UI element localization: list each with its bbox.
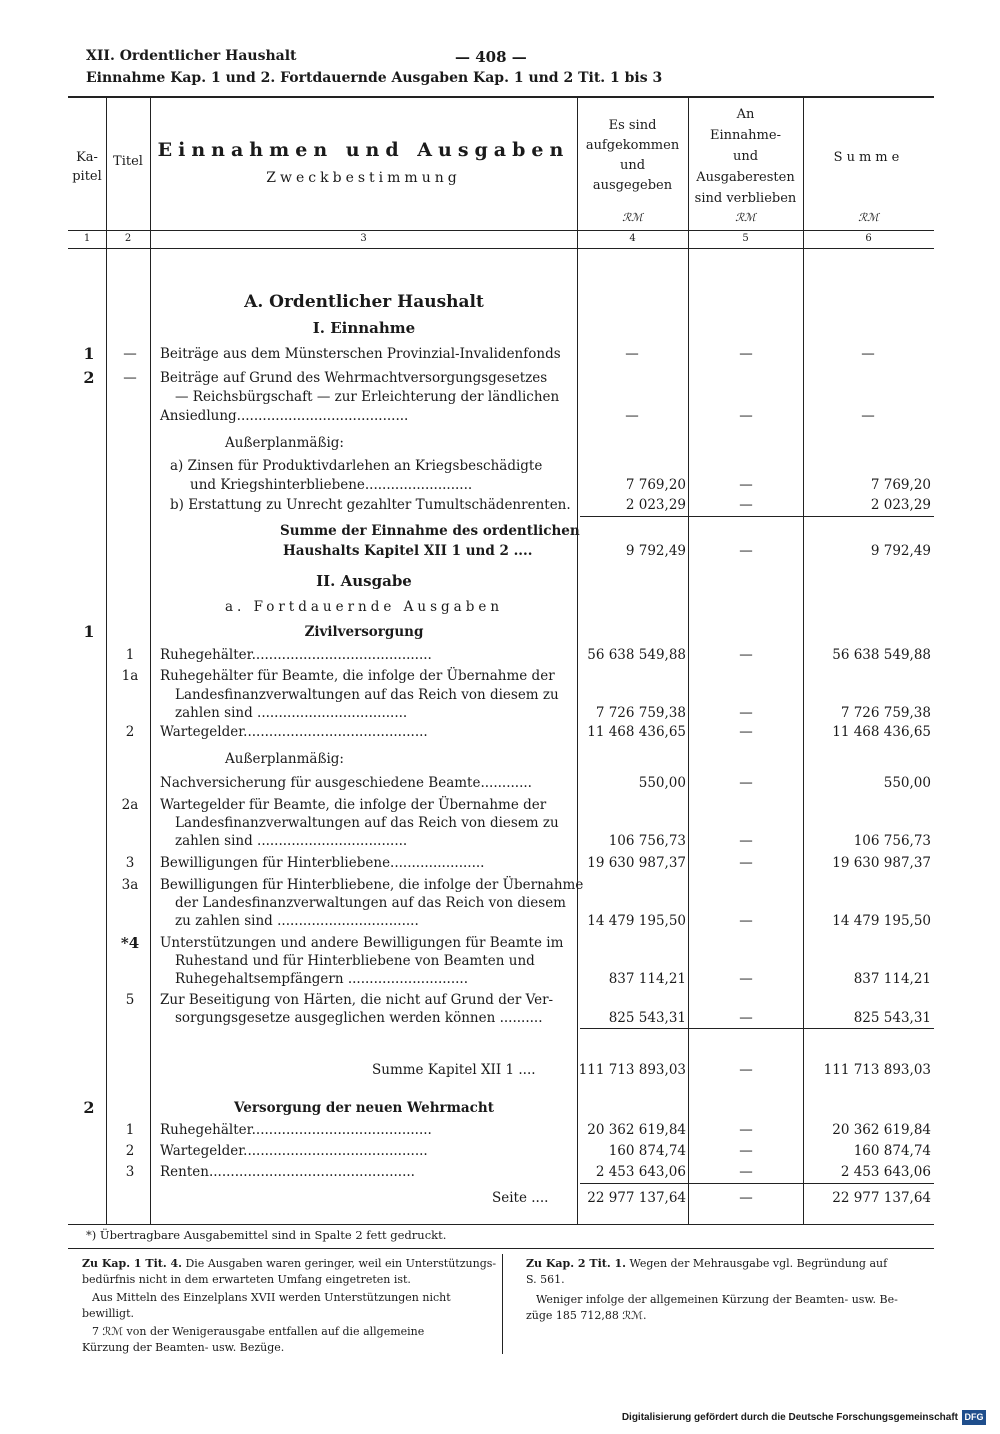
col-header-5: An Einnahme- und Ausgaberesten sind verblieben: [694, 107, 797, 206]
table-row: 1 Ruhegehälter.......................................... 20 362 619,84 — 20 362 619,84: [125, 1122, 931, 1138]
note-right-line4: züge 185 712,88 ℛℳ.: [526, 1309, 647, 1322]
header-num-rule: [68, 248, 934, 249]
note-right-line1: Zu Kap. 2 Tit. 1. Wegen der Mehrausgabe vgl. Begründung auf: [526, 1257, 888, 1270]
col-header-kapitel: Ka- pitel: [72, 150, 102, 184]
col-header-6: Summe: [833, 150, 904, 165]
table-bottom-rule: [68, 1224, 934, 1225]
col-num-5: 5: [742, 233, 749, 244]
sum-label-1: Summe der Einnahme des ordentlichen: [280, 523, 580, 539]
col-header-titel: Titel: [113, 154, 143, 169]
ausserplan-heading: Außerplanmäßig:: [225, 751, 344, 767]
section-ausgabe: II. Ausgabe: [316, 572, 412, 590]
unit-4: ℛℳ: [622, 211, 643, 224]
page-number: — 408 —: [455, 48, 527, 66]
dfg-logo: DFG: [962, 1410, 986, 1425]
sum-row: Haushalts Kapitel XII 1 und 2 .... 9 792,49 — 9 792,49: [283, 543, 931, 559]
section-fortdauernd: a. Fortdauernde Ausgaben: [224, 599, 504, 615]
note-right-line3: Weniger infolge der allgemeinen Kürzung der Beamten- usw. Be-: [536, 1293, 898, 1306]
sum-row: Summe Kapitel XII 1 .... 111 713 893,03 — 111 713 893,03: [372, 1062, 931, 1078]
col-num-6: 6: [865, 233, 872, 244]
unit-6: ℛℳ: [858, 211, 879, 224]
table-row-cont: Landesfinanzverwaltungen auf das Reich von diesem zu: [175, 815, 559, 831]
section-a-title: A. Ordentlicher Haushalt: [244, 292, 484, 312]
section-zivil: 1 Zivilversorgung: [83, 622, 424, 641]
col-num-1: 1: [83, 233, 91, 244]
col-num-2: 2: [124, 233, 132, 244]
table-row: 1 — Beiträge aus dem Münsterschen Provinzial-Invalidenfonds — — —: [83, 344, 875, 363]
table-row: 2 Wartegelder........................................... 160 874,74 — 160 874,74: [125, 1143, 931, 1159]
note-left-line6: Kürzung der Beamten- usw. Bezüge.: [82, 1341, 285, 1354]
col-num-4: 4: [629, 233, 636, 244]
note-left-line5: 7 ℛℳ von der Wenigerausgabe entfallen auf die allgemeine: [92, 1325, 425, 1338]
table-row-cont: Ruhegehaltsempfängern ............................ 837 114,21 — 837 114,21: [175, 971, 931, 987]
table-row: 5 Zur Beseitigung von Härten, die nicht auf Grund der Ver-: [125, 992, 554, 1008]
table-row: 3 Bewilligungen für Hinterbliebene...................... 19 630 987,37 — 19 630 987,37: [125, 855, 931, 871]
table-row-cont: zahlen sind ................................... 106 756,73 — 106 756,73: [175, 833, 931, 849]
col-header-sub: Zweckbestimmung: [266, 170, 461, 186]
table-row-cont: Ruhestand und für Hinterbliebene von Beamten und: [175, 953, 535, 969]
table-top-rule: [68, 96, 934, 98]
table-row-cont: der Landesfinanzverwaltungen auf das Reich von diesem: [175, 895, 566, 911]
ausserplan-heading: Außerplanmäßig:: [225, 435, 344, 451]
note-right-line2: S. 561.: [526, 1273, 565, 1286]
table-row: Nachversicherung für ausgeschiedene Beamte............ 550,00 — 550,00: [160, 775, 931, 791]
table-row: *4 Unterstützungen und andere Bewilligungen für Beamte im: [120, 934, 564, 952]
section-wehrmacht: 2 Versorgung der neuen Wehrmacht: [83, 1098, 494, 1117]
table-row-cont: — Reichsbürgschaft — zur Erleichterung der ländlichen: [175, 389, 560, 405]
table-row: 2 Wartegelder........................................... 11 468 436,65 — 11 468 436,65: [125, 724, 931, 740]
table-row: 3 Renten................................................ 2 453 643,06 — 2 453 643,06: [125, 1164, 931, 1180]
sum-row: Seite .... 22 977 137,64 — 22 977 137,64: [492, 1190, 931, 1206]
sum-rule: [580, 1028, 934, 1029]
table-row-cont: zu zahlen sind ................................. 14 479 195,50 — 14 479 195,50: [175, 913, 931, 929]
table-row: 3a Bewilligungen für Hinterbliebene, die infolge der Übernahme: [121, 877, 584, 893]
sum-rule: [580, 516, 934, 517]
running-head-left: XII. Ordentlicher Haushalt: [86, 48, 297, 64]
note-left-line1: Zu Kap. 1 Tit. 4. Die Ausgaben waren geringer, weil ein Unterstützungs-: [82, 1257, 497, 1270]
table-row-cont: Landesfinanzverwaltungen auf das Reich von diesem zu: [175, 687, 559, 703]
col-num-3: 3: [360, 233, 367, 244]
note-left-line3: Aus Mitteln des Einzelplans XVII werden Unterstützungen nicht: [92, 1291, 451, 1304]
dfg-credit: Digitalisierung gefördert durch die Deutsche Forschungsgemeinschaft: [621, 1412, 958, 1423]
table-row: 2a Wartegelder für Beamte, die infolge der Übernahme der: [121, 797, 547, 813]
table-row: a) Zinsen für Produktivdarlehen an Kriegsbeschädigte: [170, 458, 543, 474]
table-row-cont: sorgungsgesetze ausgeglichen werden können .......... 825 543,31 — 825 543,31: [175, 1010, 931, 1026]
table-row: 1 Ruhegehälter.......................................... 56 638 549,88 — 56 638 549,88: [125, 647, 931, 663]
note-left-line2: bedürfnis nicht in dem erwarteten Umfang eingetreten ist.: [82, 1273, 411, 1286]
table-row-cont: zahlen sind ................................... 7 726 759,38 — 7 726 759,38: [175, 705, 931, 721]
sum-rule: [580, 1183, 934, 1184]
col-header-main: Einnahmen und Ausgaben: [157, 139, 570, 161]
running-head-sub: Einnahme Kap. 1 und 2. Fortdauernde Ausgaben Kap. 1 und 2 Tit. 1 bis 3: [86, 70, 663, 86]
table-row: b) Erstattung zu Unrecht gezahlter Tumultschädenrenten. 2 023,29 — 2 023,29: [170, 497, 931, 513]
footnote: *) Übertragbare Ausgabemittel sind in Spalte 2 fett gedruckt.: [86, 1228, 447, 1242]
notes-rule: [68, 1248, 934, 1249]
table-row: 2 — Beiträge auf Grund des Wehrmachtversorgungsgesetzes: [83, 368, 548, 387]
unit-5: ℛℳ: [735, 211, 756, 224]
table-row-cont: Ansiedlung........................................ — — —: [160, 408, 875, 424]
notes-divider: [502, 1254, 503, 1354]
table-row: 1a Ruhegehälter für Beamte, die infolge der Übernahme der: [121, 668, 555, 684]
note-left-line4: bewilligt.: [82, 1307, 134, 1320]
table-row-cont: und Kriegshinterbliebene......................... 7 769,20 — 7 769,20: [190, 477, 931, 493]
section-einnahme: I. Einnahme: [312, 319, 416, 337]
col-header-4: Es sind aufgekommen und ausgegeben: [585, 118, 680, 193]
